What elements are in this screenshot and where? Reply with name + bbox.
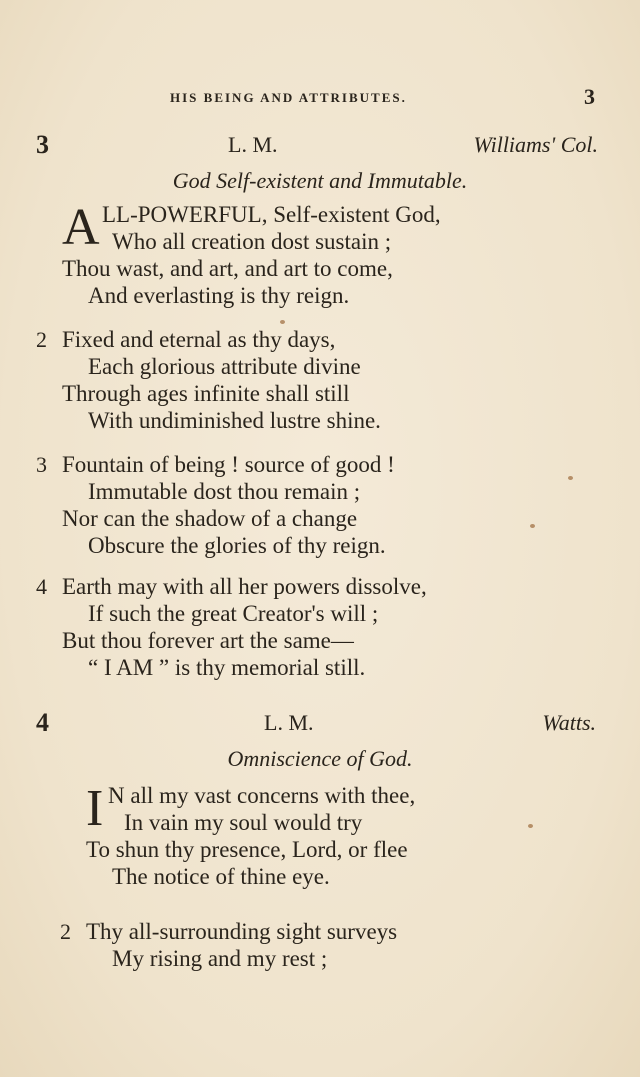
verse-line: Nor can the shadow of a change	[62, 506, 358, 531]
paper-speck	[280, 320, 285, 324]
verse-line: To shun thy presence, Lord, or flee	[86, 837, 408, 862]
verse-line: With undiminished lustre shine.	[88, 408, 381, 433]
verse-line: Thy all-surrounding sight surveys	[86, 919, 398, 944]
drop-cap: I	[86, 780, 104, 837]
hymn-3-header	[0, 130, 640, 164]
verse-line: Thou wast, and art, and art to come,	[62, 256, 393, 281]
hymn-title: God Self-existent and Immutable.	[172, 168, 468, 193]
hymn-composer: Williams' Col.	[473, 132, 598, 157]
hymn-title: Omniscience of God.	[227, 746, 413, 771]
verse-line: But thou forever art the same—	[62, 628, 354, 653]
verse-line: Fountain of being ! source of good !	[62, 452, 395, 477]
drop-cap: A	[62, 199, 100, 256]
verse-line: Obscure the glories of thy reign.	[88, 533, 386, 558]
hymn-meter: L. M.	[264, 710, 314, 735]
hymn-number: 4	[36, 708, 49, 737]
verse-number: 4	[36, 574, 47, 599]
hymn-4-header	[0, 708, 640, 742]
paper-speck	[530, 524, 535, 528]
running-head: HIS BEING AND ATTRIBUTES.	[170, 90, 407, 105]
verse-line: Earth may with all her powers dissolve,	[62, 574, 427, 599]
hymn-meter: L. M.	[228, 132, 278, 157]
verse-number: 2	[36, 327, 47, 352]
verse-number: 2	[60, 919, 71, 944]
hymn-number: 3	[36, 130, 49, 159]
paper-speck	[568, 476, 573, 480]
page-header	[0, 84, 640, 112]
paper-speck	[528, 824, 533, 828]
verse-number: 3	[36, 452, 47, 477]
verse-line: LL-POWERFUL, Self-existent God,	[102, 202, 441, 227]
verse-line: If such the great Creator's will ;	[88, 601, 379, 626]
verse-line: Who all creation dost sustain ;	[112, 229, 392, 254]
verse-line: And everlasting is thy reign.	[88, 283, 350, 308]
verse-line: Immutable dost thou remain ;	[88, 479, 361, 504]
page-number: 3	[584, 84, 595, 109]
verse-line: N all my vast concerns with thee,	[108, 783, 416, 808]
verse-line: My rising and my rest ;	[112, 946, 328, 971]
verse-line: “ I AM ” is thy memorial still.	[88, 655, 366, 680]
verse-line: Fixed and eternal as thy days,	[62, 327, 336, 352]
verse-line: Through ages infinite shall still	[62, 381, 350, 406]
hymn-composer: Watts.	[542, 710, 596, 735]
verse-line: In vain my soul would try	[124, 810, 363, 835]
verse-line: The notice of thine eye.	[112, 864, 330, 889]
verse-line: Each glorious attribute divine	[88, 354, 361, 379]
